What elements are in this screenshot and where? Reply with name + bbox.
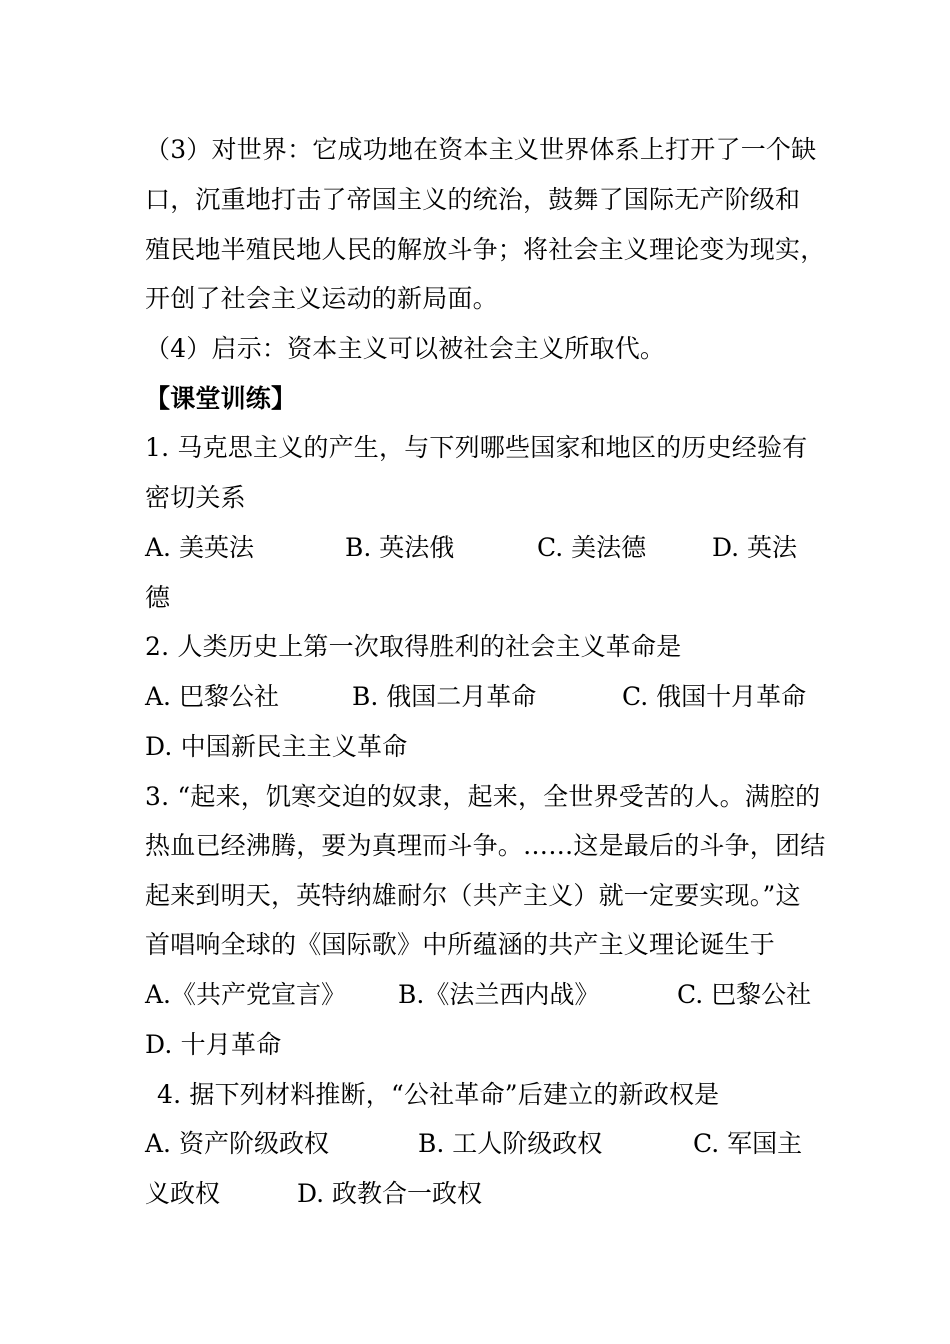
q2-option-c: C. 俄国十月革命 xyxy=(622,682,807,711)
q1-line-2: 密切关系 xyxy=(145,483,246,512)
q2-option-d: D. 中国新民主主义革命 xyxy=(145,732,408,761)
q3-line-2: 热血已经沸腾，要为真理而斗争。……这是最后的斗争，团结 xyxy=(145,831,826,860)
q4-option-c: C. 军国主 xyxy=(693,1129,803,1158)
q3-option-b: B.《法兰西内战》 xyxy=(398,980,600,1009)
q4-option-c-wrap: 义政权 xyxy=(145,1179,221,1208)
q3-line-3: 起来到明天，英特纳雄耐尔（共产主义）就一定要实现。”这 xyxy=(145,881,801,910)
q1-option-d-wrap: 德 xyxy=(145,583,171,612)
q1-option-d: D. 英法 xyxy=(712,533,798,562)
section3-line-2: 口，沉重地打击了帝国主义的统治，鼓舞了国际无产阶级和 xyxy=(145,185,801,214)
q1-line-1: 1. 马克思主义的产生，与下列哪些国家和地区的历史经验有 xyxy=(145,433,808,462)
q4-option-d: D. 政教合一政权 xyxy=(297,1179,483,1208)
q1-option-c: C. 美法德 xyxy=(537,533,647,562)
section-heading: 【课堂训练】 xyxy=(145,384,297,413)
q3-line-4: 首唱响全球的《国际歌》中所蕴涵的共产主义理论诞生于 xyxy=(145,930,776,959)
q2-option-a: A. 巴黎公社 xyxy=(145,682,279,711)
section3-line-3: 殖民地半殖民地人民的解放斗争；将社会主义理论变为现实， xyxy=(145,235,826,264)
q3-line-1: 3. “起来，饥寒交迫的奴隶，起来，全世界受苦的人。满腔的 xyxy=(145,782,821,811)
q2-option-b: B. 俄国二月革命 xyxy=(352,682,537,711)
q2-stem: 2. 人类历史上第一次取得胜利的社会主义革命是 xyxy=(145,632,682,661)
section3-line-4: 开创了社会主义运动的新局面。 xyxy=(145,284,498,313)
q1-option-b: B. 英法俄 xyxy=(345,533,455,562)
q3-option-a: A.《共产党宣言》 xyxy=(145,980,347,1009)
q3-option-c: C. 巴黎公社 xyxy=(677,980,812,1009)
section3-line-1: （3）对世界：它成功地在资本主义世界体系上打开了一个缺 xyxy=(145,135,817,164)
q4-option-b: B. 工人阶级政权 xyxy=(418,1129,603,1158)
q1-option-a: A. 美英法 xyxy=(145,533,254,562)
q3-option-d: D. 十月革命 xyxy=(145,1030,282,1059)
q4-option-a: A. 资产阶级政权 xyxy=(145,1129,329,1158)
q4-stem: 4. 据下列材料推断，“公社革命”后建立的新政权是 xyxy=(157,1080,720,1109)
section4-line: （4）启示：资本主义可以被社会主义所取代。 xyxy=(145,334,666,363)
